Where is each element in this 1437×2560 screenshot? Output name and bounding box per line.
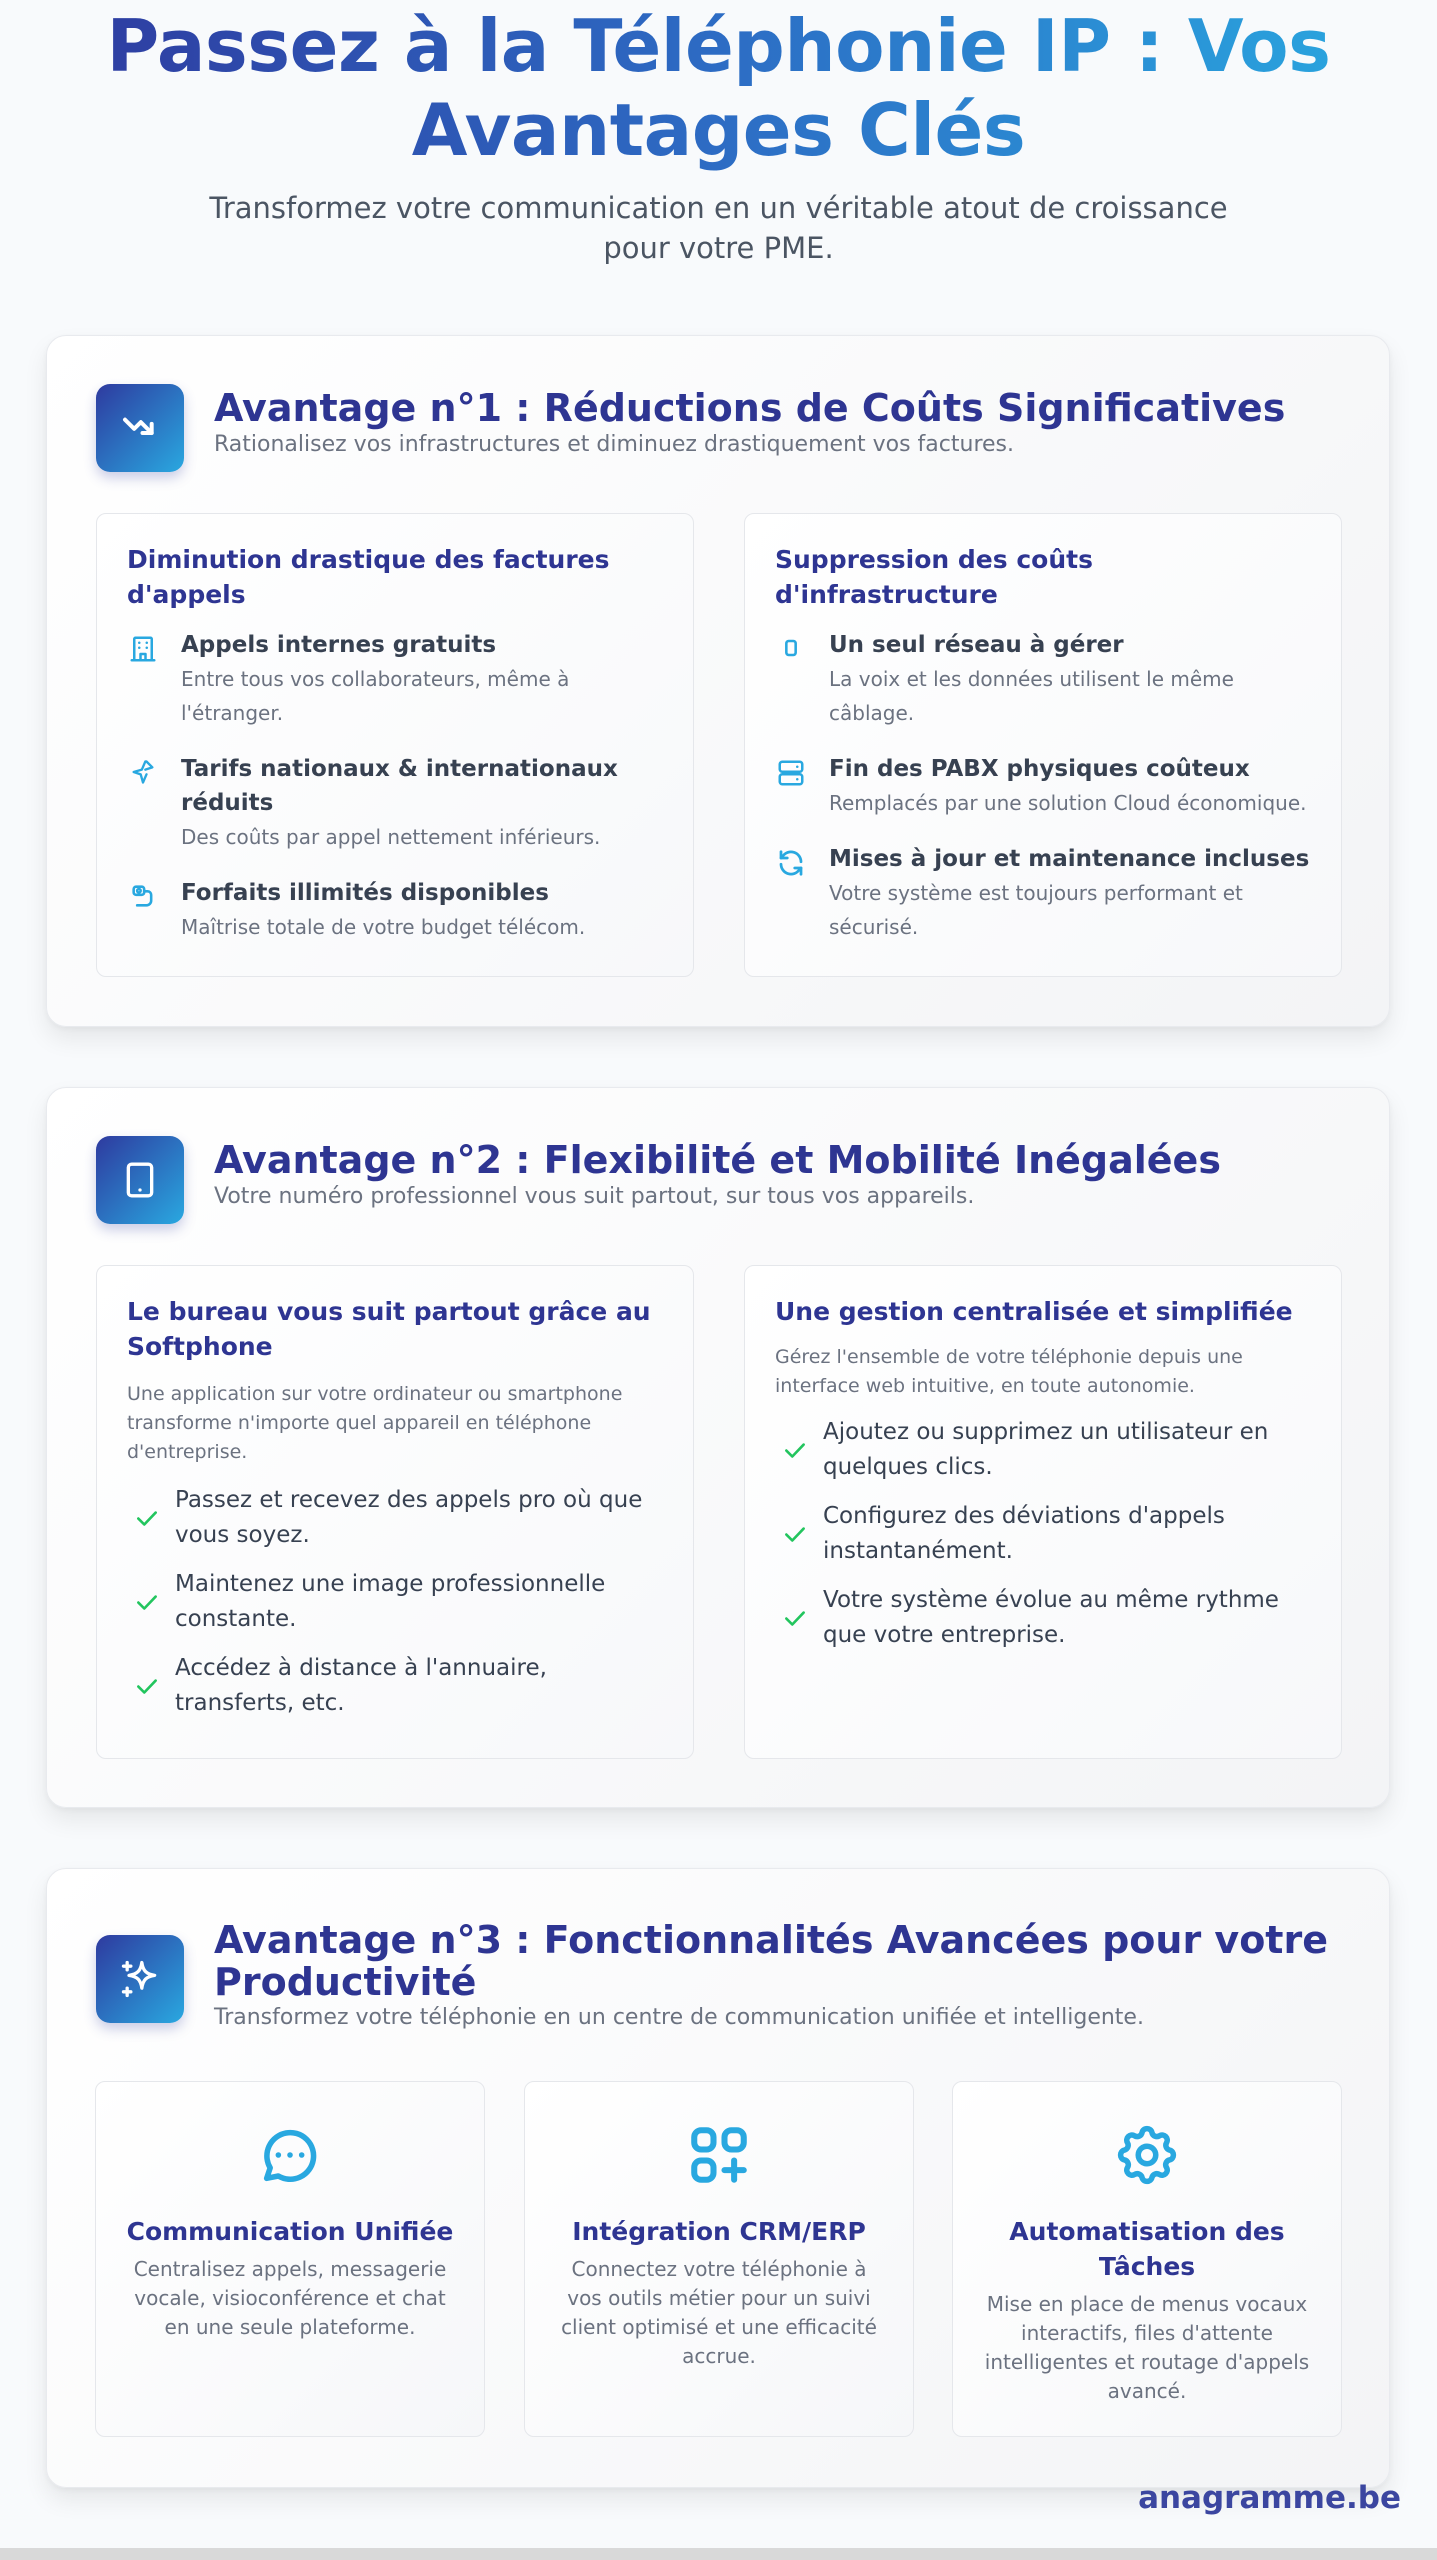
tile-desc: Centralisez appels, messagerie vocale, visioconférence et chat en une seule plateforme. — [133, 2257, 447, 2339]
tile-title: Communication Unifiée — [126, 2217, 454, 2246]
feature-desc: Des coûts par appel nettement inférieurs. — [181, 825, 601, 849]
tile-desc: Connectez votre téléphonie à vos outils métier pour un suivi client optimisé et une efficacité accrue. — [561, 2257, 877, 2368]
chat-bubble-icon — [96, 2120, 484, 2190]
tile-unified-communication — [95, 2081, 485, 2437]
card-title: Une gestion centralisée et simplifiée — [775, 1297, 1293, 1326]
section-title: Avantage n°2 : Flexibilité et Mobilité Inégalées — [214, 1138, 1221, 1182]
feature-item — [127, 752, 663, 854]
advantage-section-2 — [46, 1087, 1390, 1808]
check-text: Votre système évolue au même rythme que votre entreprise. — [823, 1587, 1279, 1648]
feature-item — [127, 628, 663, 730]
server-icon — [775, 752, 807, 820]
check-text: Accédez à distance à l'annuaire, transferts, etc. — [175, 1655, 547, 1716]
card-softphone — [96, 1265, 694, 1759]
card-title: Suppression des coûts d'infrastructure — [775, 545, 1093, 609]
feature-desc: Votre système est toujours performant et sécurisé. — [829, 881, 1243, 939]
card-centralized-management — [744, 1265, 1342, 1759]
card-desc: Une application sur votre ordinateur ou smartphone transforme n'importe quel appareil en téléphone d'entreprise. — [127, 1383, 623, 1463]
card-call-savings — [96, 513, 694, 977]
sparkles-icon — [96, 1935, 184, 2023]
page-title: Passez à la Téléphonie IP : Vos Avantages Clés — [39, 4, 1399, 172]
check-text: Maintenez une image professionnelle constante. — [175, 1571, 606, 1632]
feature-title: Forfaits illimités disponibles — [181, 880, 549, 906]
card-title: Diminution drastique des factures d'appels — [127, 545, 610, 609]
bottom-strip — [0, 2548, 1437, 2560]
advantage-section-1 — [46, 335, 1390, 1027]
feature-title: Mises à jour et maintenance incluses — [829, 846, 1310, 872]
hero — [0, 0, 1437, 268]
check-text: Configurez des déviations d'appels instantanément. — [823, 1503, 1225, 1564]
check-icon — [775, 1437, 815, 1463]
check-icon — [127, 1505, 167, 1531]
network-icon — [775, 628, 807, 730]
section-title: Avantage n°1 : Réductions de Coûts Significatives — [214, 386, 1286, 430]
check-item — [127, 1567, 663, 1637]
feature-item — [775, 752, 1311, 820]
check-text: Passez et recevez des appels pro où que vous soyez. — [175, 1487, 643, 1548]
section-header — [96, 384, 1349, 472]
check-icon — [127, 1673, 167, 1699]
check-text: Ajoutez ou supprimez un utilisateur en quelques clics. — [823, 1419, 1269, 1480]
card-infrastructure-savings — [744, 513, 1342, 977]
plane-icon — [127, 752, 159, 854]
refresh-icon — [775, 842, 807, 944]
feature-title: Tarifs nationaux & internationaux réduits — [181, 756, 618, 816]
feature-title: Un seul réseau à gérer — [829, 632, 1124, 658]
tile-title: Automatisation des Tâches — [1009, 2217, 1285, 2281]
gear-icon — [953, 2120, 1341, 2190]
feature-item — [775, 842, 1311, 944]
tile-crm-integration — [524, 2081, 914, 2437]
check-icon — [775, 1605, 815, 1631]
card-title: Le bureau vous suit partout grâce au Softphone — [127, 1297, 651, 1361]
feature-title: Fin des PABX physiques coûteux — [829, 756, 1250, 782]
building-icon — [127, 628, 159, 730]
brand-link[interactable]: anagramme.be — [1138, 2480, 1401, 2516]
section-header — [96, 1136, 1349, 1224]
check-item — [127, 1651, 663, 1721]
feature-desc: Maîtrise totale de votre budget télécom. — [181, 915, 586, 939]
tile-task-automation — [952, 2081, 1342, 2437]
check-item — [775, 1415, 1311, 1485]
page-subtitle: Transformez votre communication en un véritable atout de croissance pour votre PME. — [209, 191, 1228, 265]
card-desc: Gérez l'ensemble de votre téléphonie depuis une interface web intuitive, en toute autonomie. — [775, 1346, 1243, 1397]
section-subtitle: Rationalisez vos infrastructures et diminuez drastiquement vos factures. — [214, 432, 1015, 457]
section-subtitle: Votre numéro professionnel vous suit partout, sur tous vos appareils. — [214, 1184, 975, 1209]
check-item — [775, 1499, 1311, 1569]
piggy-bank-icon — [127, 876, 159, 944]
check-icon — [775, 1521, 815, 1547]
check-item — [775, 1583, 1311, 1653]
feature-desc: Entre tous vos collaborateurs, même à l'étranger. — [181, 667, 570, 725]
trending-down-icon — [96, 384, 184, 472]
feature-desc: La voix et les données utilisent le même câblage. — [829, 667, 1234, 725]
section-subtitle: Transformez votre téléphonie en un centre de communication unifiée et intelligente. — [214, 2005, 1144, 2030]
check-item — [127, 1483, 663, 1553]
check-icon — [127, 1589, 167, 1615]
tile-title: Intégration CRM/ERP — [572, 2217, 866, 2246]
feature-item — [775, 628, 1311, 730]
feature-desc: Remplacés par une solution Cloud économique. — [829, 791, 1307, 815]
apps-add-icon — [525, 2120, 913, 2190]
section-header — [96, 1917, 1349, 2033]
tile-desc: Mise en place de menus vocaux interactifs, files d'attente intelligentes et routage d'appels avancé. — [984, 2292, 1310, 2403]
feature-item — [127, 876, 663, 944]
tablet-icon — [96, 1136, 184, 1224]
feature-title: Appels internes gratuits — [181, 632, 497, 658]
section-title: Avantage n°3 : Fonctionnalités Avancées pour votre Productivité — [214, 1918, 1328, 2004]
